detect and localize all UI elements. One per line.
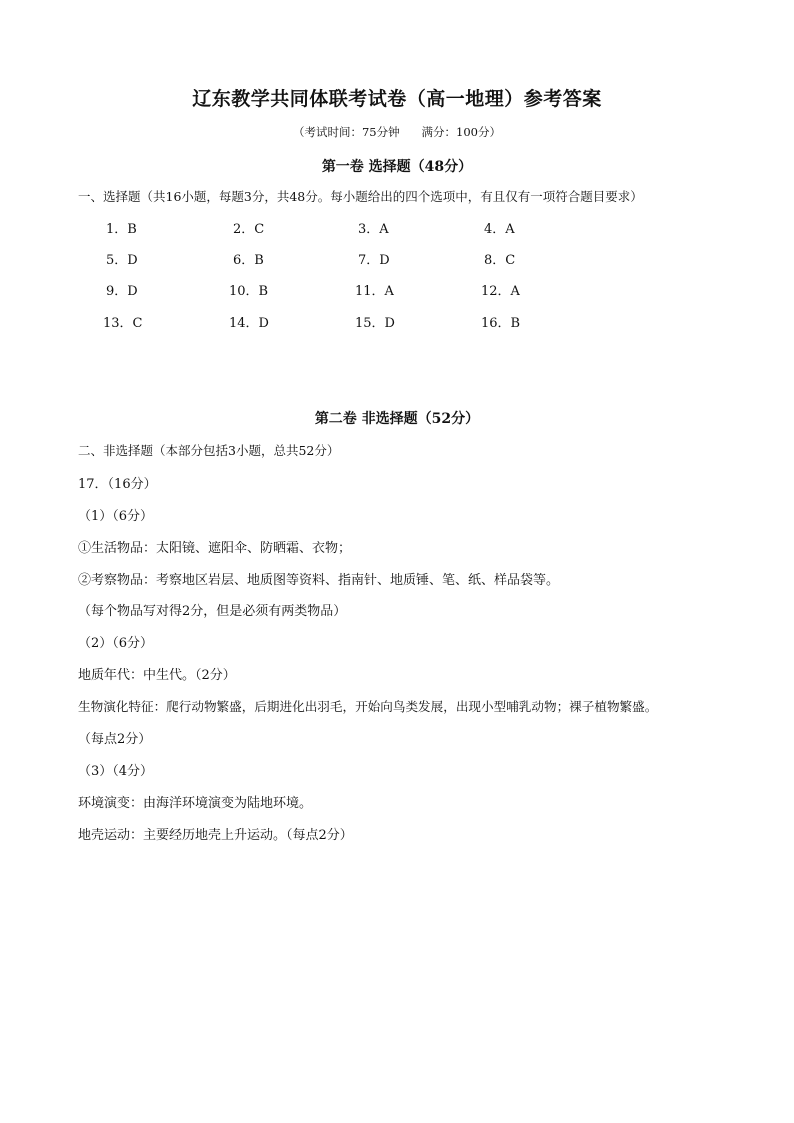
exam-info: （考试时间：75分钟 满分：100分） (292, 125, 501, 139)
answer-line: ②考察物品：考察地区岩层、地质图等资料、指南针、地质锤、笔、纸、样品袋等。 (78, 573, 560, 588)
scoring-note: （每个物品写对得2分，但是必须有两类物品） (78, 604, 347, 619)
part1-instruction: 一、选择题（共16小题，每题3分，共48分。每小题给出的四个选项中，有且仅有一项符合题目要求） (78, 189, 643, 204)
subquestion-1-header: （1）（6分） (78, 509, 154, 524)
answer-line: 地壳运动：主要经历地壳上升运动。（每点2分） (78, 828, 353, 843)
answer-line: 地质年代：中生代。（2分） (78, 668, 236, 683)
answer-item: 13．C (103, 316, 143, 331)
answer-item: 6．B (233, 253, 264, 268)
answer-line: ①生活物品：太阳镜、遮阳伞、防晒霜、衣物； (78, 541, 352, 556)
answer-item: 15．D (355, 316, 395, 331)
answer-item: 16．B (481, 316, 521, 331)
answer-item: 14．D (229, 316, 269, 331)
question-17-header: 17．（16分） (78, 477, 157, 492)
part2-heading: 第二卷 非选择题（52分） (314, 411, 480, 427)
answer-item: 9．D (106, 284, 138, 299)
answer-item: 2．C (233, 222, 265, 237)
answer-line: 环境演变：由海洋环境演变为陆地环境。 (78, 796, 313, 811)
answer-item: 5．D (106, 253, 138, 268)
answer-item: 7．D (358, 253, 390, 268)
scoring-note: （每点2分） (78, 732, 152, 747)
answer-item: 11．A (355, 284, 394, 299)
answer-item: 1．B (106, 222, 137, 237)
answer-item: 3．A (358, 222, 389, 237)
answer-line: 生物演化特征：爬行动物繁盛，后期进化出羽毛，开始向鸟类发展，出现小型哺乳动物；裸子植物繁盛。 (78, 699, 658, 714)
answer-item: 4．A (484, 222, 515, 237)
answer-item: 8．C (484, 253, 516, 268)
answer-item: 10．B (229, 284, 269, 299)
answer-item: 12．A (481, 284, 520, 299)
subquestion-3-header: （3）（4分） (78, 764, 154, 779)
page-title: 辽东教学共同体联考试卷（高一地理）参考答案 (192, 88, 602, 110)
part2-instruction: 二、非选择题（本部分包括3小题，总共52分） (78, 443, 340, 458)
subquestion-2-header: （2）（6分） (78, 636, 154, 651)
part1-heading: 第一卷 选择题（48分） (321, 159, 473, 175)
